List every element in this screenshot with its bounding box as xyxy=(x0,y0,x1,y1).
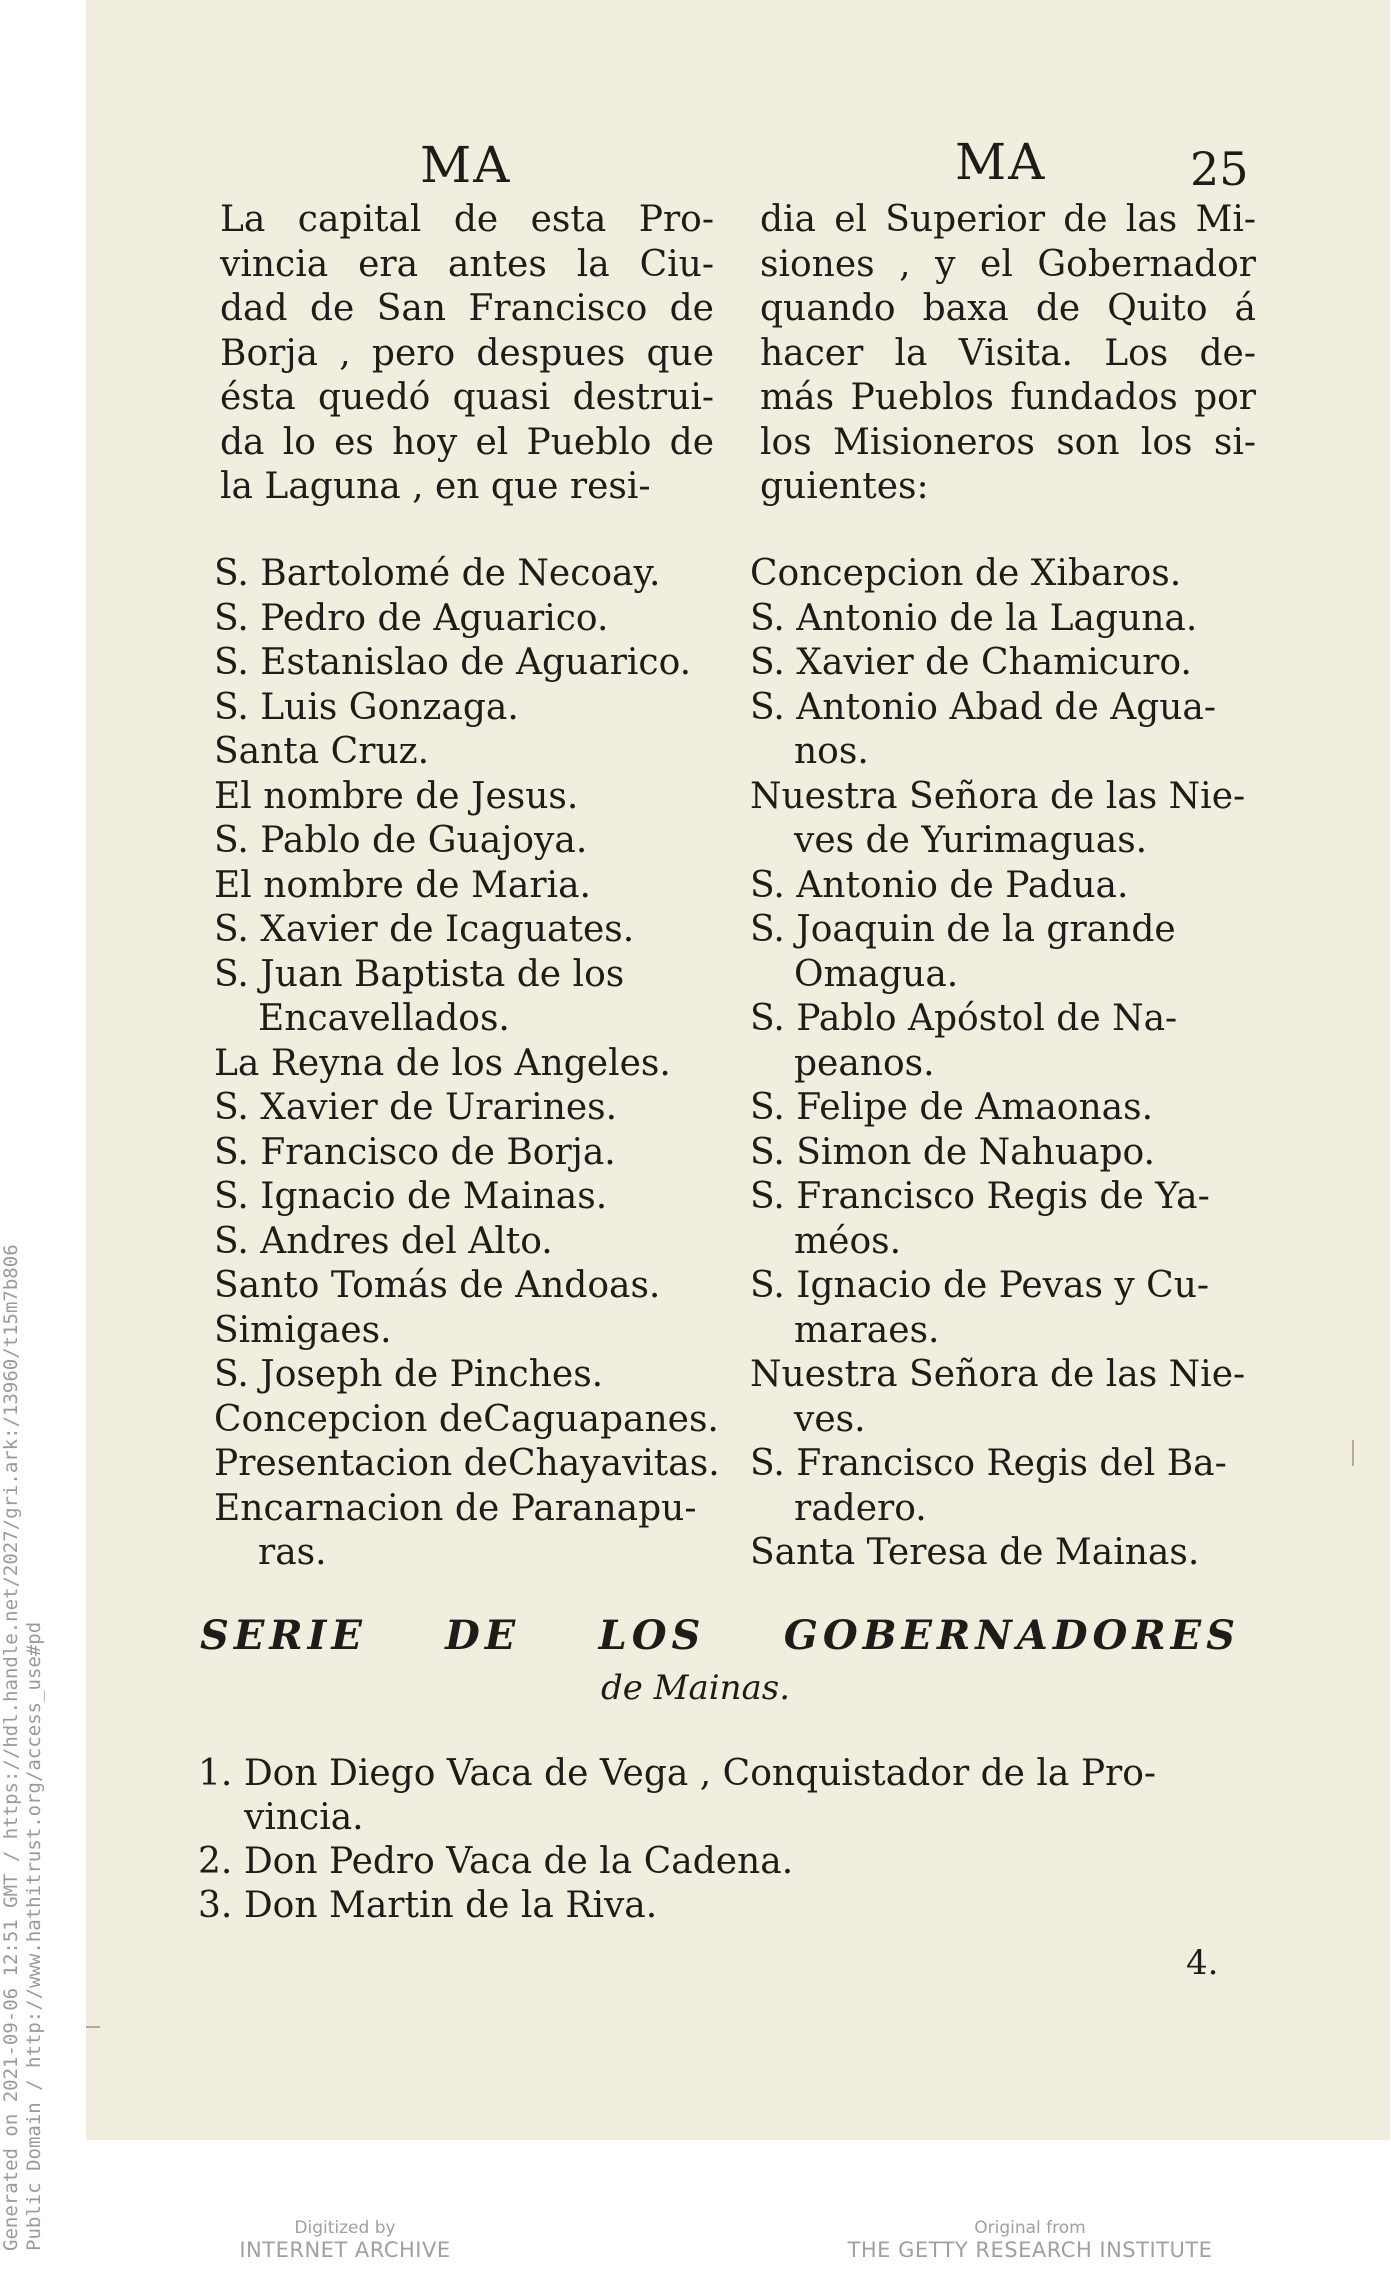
governors-list xyxy=(198,1752,1268,1928)
section-title: SERIE DE LOS GOBERNADORES xyxy=(200,1612,1240,1659)
town-entry: méos. xyxy=(794,1220,902,1262)
section-subtitle: de Mainas. xyxy=(600,1668,791,1708)
town-entry: S. Antonio de la Laguna. xyxy=(750,597,1198,639)
paragraph-line: los Misioneros son los si- xyxy=(760,421,1256,463)
paragraph-line: siones , y el Gobernador xyxy=(760,243,1256,285)
town-entry: S. Francisco Regis de Ya- xyxy=(750,1176,1210,1217)
town-entry: Nuestra Señora de las Nie- xyxy=(750,1354,1246,1395)
governor-number: 1. xyxy=(198,1753,233,1794)
paragraph-line: ésta quedó quasi destrui- xyxy=(220,377,714,418)
catchword: 4. xyxy=(1186,1943,1219,1983)
paragraph-line: Borja , pero despues que xyxy=(220,332,714,374)
paragraph-line: dad de San Francisco de xyxy=(220,288,714,329)
footer-left-small: Digitized by xyxy=(294,2218,396,2238)
town-entry: S. Joaquin de la grande xyxy=(750,909,1176,950)
town-entry: Santo Tomás de Andoas. xyxy=(214,1265,661,1306)
governor-continuation: vincia. xyxy=(244,1797,364,1838)
paragraph-line: hacer la Visita. Los de- xyxy=(760,332,1256,374)
margin-mark xyxy=(1352,1440,1354,1466)
footer-right-small: Original from xyxy=(974,2218,1086,2238)
town-entry: Encarnacion de Paranapu- xyxy=(214,1487,697,1529)
running-head-right: MA xyxy=(955,133,1047,191)
towns-list-left xyxy=(214,552,720,1576)
footer-original-from xyxy=(840,2218,1220,2262)
town-entry: S. Estanislao de Aguarico. xyxy=(214,642,692,683)
intro-paragraph-right xyxy=(760,198,1256,510)
town-entry: nos. xyxy=(794,731,869,772)
governor-name: Don Diego Vaca de Vega , Conquistador de la Pro- xyxy=(243,1753,1157,1794)
town-entry: La Reyna de los Angeles. xyxy=(214,1042,671,1084)
town-entry: S. Pablo Apóstol de Na- xyxy=(750,998,1178,1039)
intro-paragraph-left xyxy=(220,198,714,510)
town-entry: Encavellados. xyxy=(258,998,510,1039)
town-entry: S. Joseph de Pinches. xyxy=(214,1354,604,1395)
watermark-line-rights: Public Domain / http://www.hathitrust.org/access_use#pd xyxy=(23,1621,45,2251)
town-entry: ras. xyxy=(258,1532,327,1573)
town-entry: S. Juan Baptista de los xyxy=(214,953,625,995)
town-entry: S. Bartolomé de Necoay. xyxy=(214,553,661,594)
paragraph-line: dia el Superior de las Mi- xyxy=(760,199,1256,240)
paragraph-line: guientes: xyxy=(760,466,929,507)
hathitrust-watermark xyxy=(0,0,60,2271)
footer-digitized-by xyxy=(225,2218,465,2262)
running-head-left: MA xyxy=(420,136,512,194)
town-entry: S. Xavier de Icaguates. xyxy=(214,909,635,950)
town-entry: S. Antonio Abad de Agua- xyxy=(750,686,1217,728)
watermark-line-generated: Generated on 2021-09-06 12:51 GMT / https://hdl.handle.net/2027/gri.ark:/13960/t15m7b806 xyxy=(0,1244,22,2251)
paragraph-line: la Laguna , en que resi- xyxy=(220,466,651,507)
town-entry: Simigaes. xyxy=(214,1309,392,1351)
town-entry: S. Francisco Regis del Ba- xyxy=(750,1443,1227,1484)
town-entry: S. Ignacio de Mainas. xyxy=(214,1176,608,1217)
town-entry: radero. xyxy=(794,1487,927,1529)
town-entry: Presentacion deChayavitas. xyxy=(214,1443,720,1484)
governor-name: Don Pedro Vaca de la Cadena. xyxy=(243,1841,794,1882)
governor-entry xyxy=(198,1752,1268,1796)
governor-number: 3. xyxy=(198,1885,233,1926)
paragraph-line: La capital de esta Pro- xyxy=(220,199,714,240)
town-entry: S. Antonio de Padua. xyxy=(750,864,1129,906)
town-entry: Santa Cruz. xyxy=(214,731,430,772)
governor-entry xyxy=(198,1840,1268,1884)
town-entry: S. Francisco de Borja. xyxy=(214,1131,616,1173)
footer-left-big: INTERNET ARCHIVE xyxy=(239,2238,451,2262)
town-entry: S. Xavier de Urarines. xyxy=(214,1087,618,1128)
town-entry: S. Xavier de Chamicuro. xyxy=(750,642,1192,683)
town-entry: S. Ignacio de Pevas y Cu- xyxy=(750,1265,1210,1306)
town-entry: S. Pedro de Aguarico. xyxy=(214,597,609,639)
town-entry: El nombre de Maria. xyxy=(214,864,591,906)
town-entry: Santa Teresa de Mainas. xyxy=(750,1532,1200,1573)
margin-mark xyxy=(86,2026,100,2028)
governor-entry xyxy=(198,1884,1268,1928)
paragraph-line: quando baxa de Quito á xyxy=(760,288,1256,329)
town-entry: Nuestra Señora de las Nie- xyxy=(750,775,1246,817)
town-entry: S. Andres del Alto. xyxy=(214,1220,553,1262)
town-entry: ves. xyxy=(794,1398,866,1440)
footer-right-big: THE GETTY RESEARCH INSTITUTE xyxy=(847,2238,1213,2262)
paragraph-line: vincia era antes la Ciu- xyxy=(220,243,714,285)
town-entry: Concepcion de Xibaros. xyxy=(750,553,1182,594)
page-number: 25 xyxy=(1190,142,1249,196)
governor-number: 2. xyxy=(198,1841,233,1882)
town-entry: S. Felipe de Amaonas. xyxy=(750,1087,1154,1128)
town-entry: peanos. xyxy=(794,1042,935,1084)
town-entry: Omagua. xyxy=(794,953,959,995)
towns-list-right xyxy=(750,552,1260,1576)
town-entry: Concepcion deCaguapanes. xyxy=(214,1398,719,1440)
town-entry: maraes. xyxy=(794,1309,940,1351)
governor-name: Don Martin de la Riva. xyxy=(243,1885,658,1926)
town-entry: ves de Yurimaguas. xyxy=(794,820,1148,861)
town-entry: S. Luis Gonzaga. xyxy=(214,686,519,728)
town-entry: S. Simon de Nahuapo. xyxy=(750,1131,1155,1173)
town-entry: S. Pablo de Guajoya. xyxy=(214,820,588,861)
paragraph-line: más Pueblos fundados por xyxy=(760,377,1256,418)
town-entry: El nombre de Jesus. xyxy=(214,775,579,817)
paragraph-line: da lo es hoy el Pueblo de xyxy=(220,421,714,463)
